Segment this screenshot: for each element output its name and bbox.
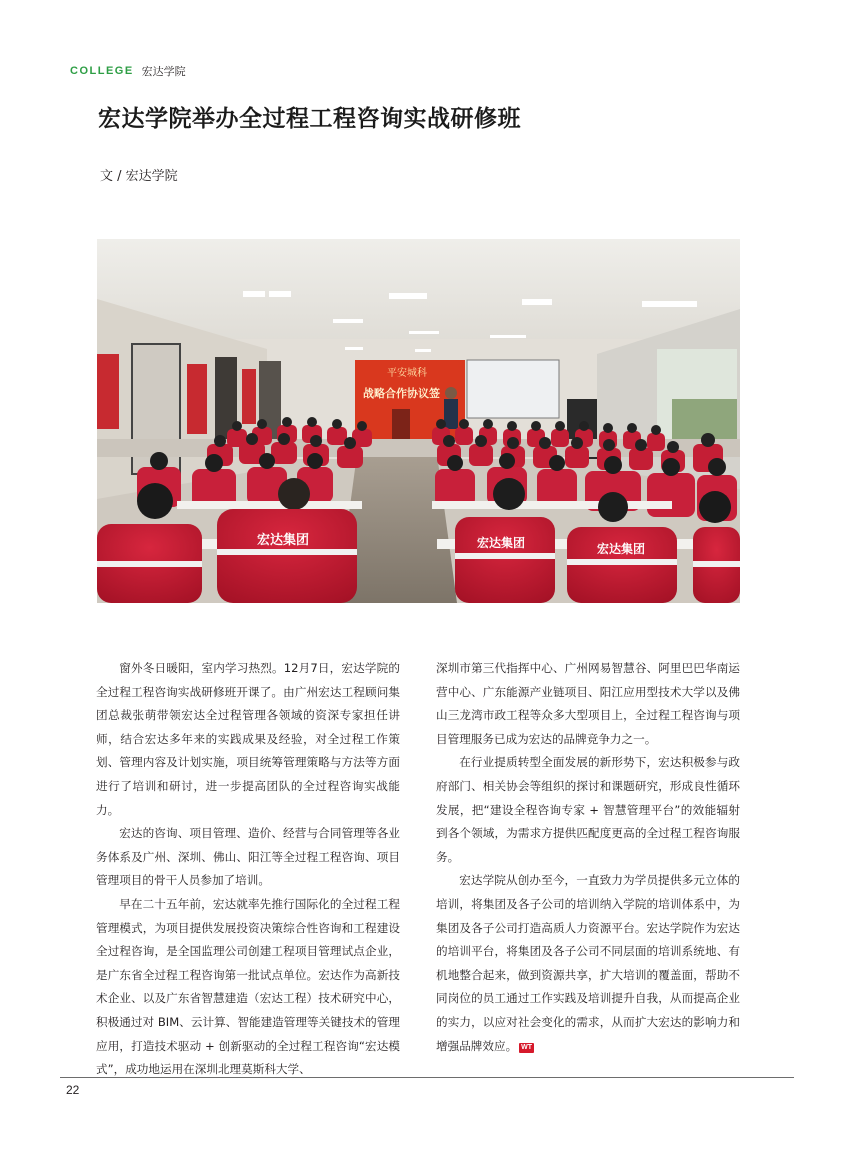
vest-text-left: 宏达集团 [257,533,310,548]
page-number: 22 [66,1083,80,1097]
vest-text-right: 宏达集团 [597,542,646,556]
paragraph-2: 宏达的咨询、项目管理、造价、经营与合同管理等各业务体系及广州、深圳、佛山、阳江等全过程工程咨询、项目管理项目的骨干人员参加了培训。 [96,826,400,888]
banner-line1: 平安城科 [387,368,427,379]
section-label: 宏达学院 [141,65,186,78]
section-header [70,63,186,79]
footer-divider [60,1077,794,1078]
paragraph-3-continued: 深圳市第三代指挥中心、广州网易智慧谷、阿里巴巴华南运营中心、广东能源产业链项目、阳江应用型技术大学以及佛山三龙湾市政工程等众多大型项目上，全过程工程咨询与项目管理服务已成为宏达的品牌竞争力之一。 [436,661,740,746]
end-mark-badge: WT [521,1043,533,1051]
banner-line2: 战略合作协议签 [363,387,440,400]
paragraph-1: 窗外冬日暖阳，室内学习热烈。12月7日，宏达学院的全过程工程咨询实战研修班开课了。由广州宏达工程顾问集团总裁张萌带领宏达全过程管理各领域的资深专家担任讲师，结合宏达多年来的实践成果及经验，对全过程工作策划、管理内容及计划实施，项目统筹管理策略与方法等方面进行了培训和研讨，进一步提高团队的全过程咨询实战能力。 [96,661,400,817]
paragraph-3: 早在二十五年前，宏达就率先推行国际化的全过程工程管理模式，为项目提供发展投资决策综合性咨询和工程建设全过程咨询，是全国监理公司创建工程项目管理试点企业，是广东省全过程工程咨询第一批试点单位。宏达作为高新技术企业、以及广东省智慧建造（宏达工程）技术研究中心，积极通过对 BIM、云计算、智能建造管理等关键技术的管理应用，打造技术驱动 + 创新驱动的全过程工程咨询“宏达模式”，成功地运用在深圳北理莫斯科大学、 [96,896,400,1077]
article-column-right [436,657,740,1058]
article-title: 宏达学院举办全过程工程咨询实战研修班 [98,106,521,132]
paragraph-4: 在行业提质转型全面发展的新形势下，宏达积极参与政府部门、相关协会等组织的探讨和课题研究，形成良性循环发展，把“建设全程咨询专家 + 智慧管理平台”的效能辐射到各个领域，为需求方提供匹配度更高的全过程工程咨询服务。 [436,755,740,864]
vest-text-center: 宏达集团 [477,536,526,550]
training-class-photo [97,239,740,603]
article-author: 文 / 宏达学院 [100,169,178,184]
paragraph-5 [436,869,740,1058]
paragraph-5-text: 宏达学院从创办至今，一直致力为学员提供多元立体的培训，将集团及各子公司的培训纳入学院的培训体系中，为集团及各子公司打造高质人力资源平台。宏达学院作为宏达的培训平台，将集团及各子公司不同层面的培训系统地、有机地整合起来，做到资源共享，扩大培训的覆盖面，帮助不同岗位的员工通过工作实践及培训提升自我，从而提高企业的实力，以应对社会变化的需求，从而扩大宏达的影响力和增强品牌效应。 [436,873,740,1053]
college-label: COLLEGE [70,65,134,77]
article-column-left [96,657,400,1082]
